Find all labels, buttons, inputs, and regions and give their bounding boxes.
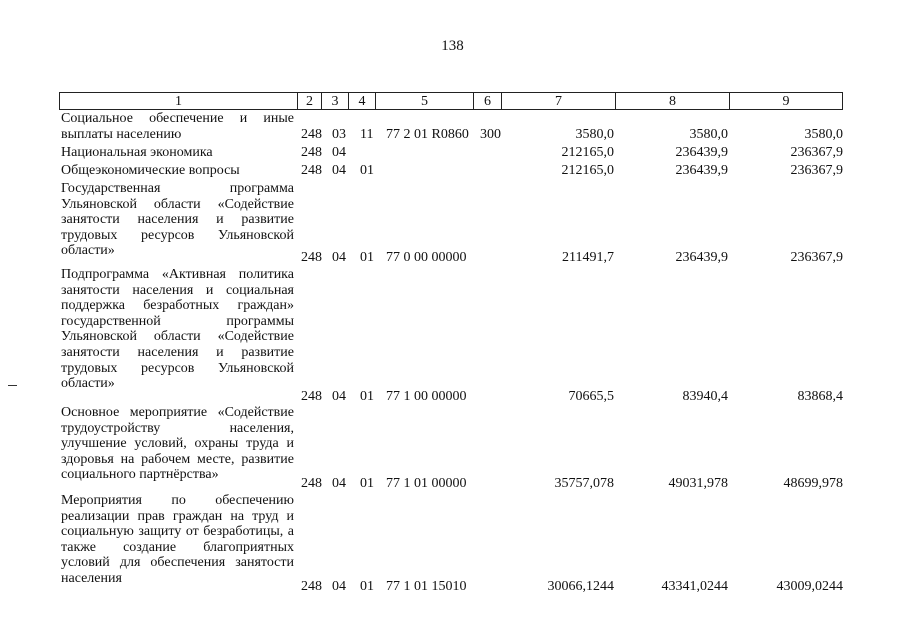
row-target-code: 77 1 01 15010 [386,579,467,594]
row-value-col8: 83940,4 [682,389,728,404]
row-value-col8: 236439,9 [675,145,728,160]
row-description: Общеэкономические вопросы [61,163,240,178]
row-value-col7: 70665,5 [568,389,614,404]
row-value-col9: 236367,9 [790,250,843,265]
row-section: 04 [332,476,346,491]
row-target-code: 77 1 01 00000 [386,476,467,491]
row-description: Мероприятия по обеспечению реализации прав граждан на труд и социальную защиту от безработицы, а также создание благоприятных условий для обеспечения занятости населения [61,493,294,586]
header-col-1: 1 [60,93,298,109]
row-description: Национальная экономика [61,145,213,160]
row-section: 04 [332,579,346,594]
row-subsection: 01 [360,579,374,594]
table-header-row [59,92,843,110]
row-section: 04 [332,389,346,404]
header-col-7: 7 [502,93,616,109]
row-chapter: 248 [301,250,322,265]
row-chapter: 248 [301,579,322,594]
row-expense-type: 300 [480,127,501,142]
header-col-5: 5 [376,93,474,109]
row-chapter: 248 [301,127,322,142]
row-subsection: 01 [360,250,374,265]
header-col-4: 4 [349,93,376,109]
row-target-code: 77 1 00 00000 [386,389,467,404]
row-value-col7: 212165,0 [561,163,614,178]
row-value-col7: 35757,078 [554,476,614,491]
row-section: 04 [332,250,346,265]
scan-margin-mark [8,385,17,386]
header-col-2: 2 [298,93,322,109]
row-value-col7: 212165,0 [561,145,614,160]
row-value-col9: 3580,0 [804,127,843,142]
row-value-col8: 49031,978 [668,476,728,491]
row-chapter: 248 [301,389,322,404]
row-value-col8: 3580,0 [689,127,728,142]
row-value-col7: 3580,0 [575,127,614,142]
header-col-9: 9 [782,94,790,109]
row-subsection: 01 [360,476,374,491]
header-col-3: 3 [322,93,349,109]
row-description: Государственная программа Ульяновской области «Содействие занятости населения и развитие трудовых ресурсов Ульяновской области» [61,181,294,259]
row-value-col7: 211491,7 [562,250,614,265]
row-value-col9: 236367,9 [790,163,843,178]
row-chapter: 248 [301,163,322,178]
row-description: Основное мероприятие «Содействие трудоустройству населения, улучшение условий, охраны труда и здоровья на рабочем месте, развитие социального партнёрства» [61,405,294,483]
row-value-col8: 236439,9 [675,163,728,178]
row-chapter: 248 [301,145,322,160]
page-number: 138 [441,38,464,54]
header-col-6: 6 [474,93,502,109]
row-section: 04 [332,145,346,160]
row-value-col8: 43341,0244 [661,579,728,594]
row-section: 04 [332,163,346,178]
row-subsection: 11 [360,127,374,142]
row-value-col9: 48699,978 [783,476,843,491]
row-value-col9: 83868,4 [797,389,843,404]
row-target-code: 77 0 00 00000 [386,250,467,265]
row-section: 03 [332,127,346,142]
row-subsection: 01 [360,389,374,404]
row-chapter: 248 [301,476,322,491]
row-value-col8: 236439,9 [675,250,728,265]
row-subsection: 01 [360,163,374,178]
row-description: Подпрограмма «Активная политика занятости населения и социальная поддержка безработных граждан» государственной программы Ульяновской области «Содействие занятости населения и развитие трудовых ресурсов Ульяновской области» [61,267,294,392]
row-value-col9: 43009,0244 [776,579,843,594]
row-target-code: 77 2 01 R0860 [386,127,469,142]
row-description: Социальное обеспечение и иные выплаты населению [61,111,294,142]
header-col-8: 8 [616,93,730,109]
row-value-col7: 30066,1244 [547,579,614,594]
row-value-col9: 236367,9 [790,145,843,160]
